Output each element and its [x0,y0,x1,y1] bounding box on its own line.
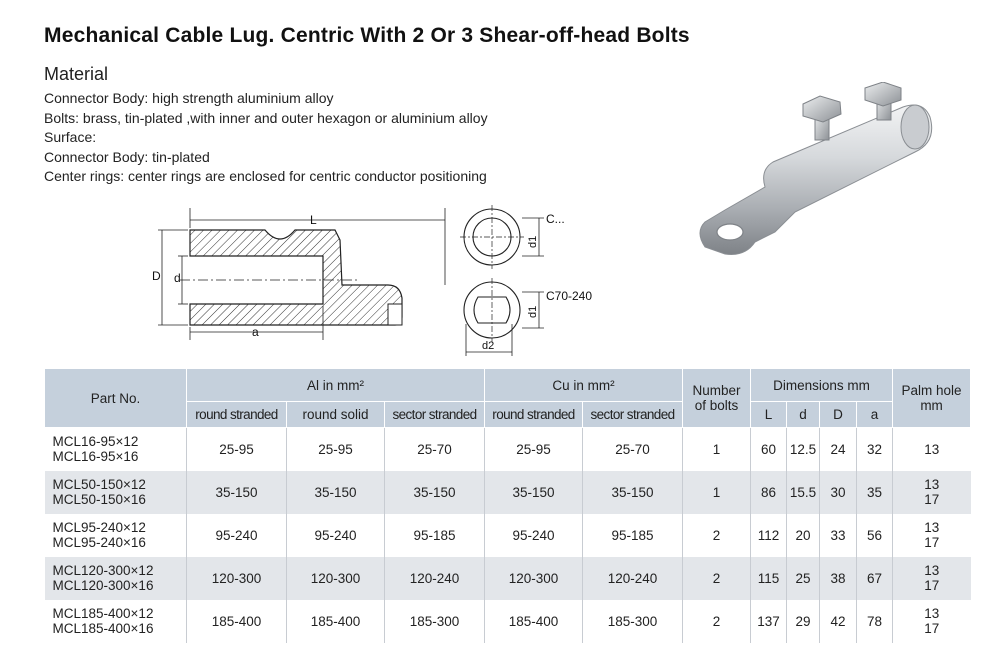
al-sector-stranded-cell: 25-70 [385,428,485,471]
al-sector-stranded-cell: 120-240 [385,557,485,600]
dim-a-cell: 78 [857,600,893,643]
part-number: MCL50-150×12 [52,477,146,492]
dim-a-cell: 35 [857,471,893,514]
palm-hole-value: 17 [924,535,940,550]
al-round-stranded-cell: 120-300 [187,557,287,600]
material-line: Surface: [44,129,97,146]
material-line: Connector Body: tin-plated [44,148,210,165]
bolts-cell: 2 [683,514,751,557]
header-palm-line: Palm hole [901,383,962,398]
header-bolts-line: of bolts [694,398,739,413]
page-title: Mechanical Cable Lug. Centric With 2 Or 3 Shear-off-head Bolts [44,24,690,47]
palm-hole-value: 17 [924,578,940,593]
technical-drawing [140,200,610,360]
al-round-solid-cell: 120-300 [287,557,385,600]
table-row [45,514,971,557]
table-row [45,428,971,471]
dim-D-cell: 24 [820,428,857,471]
part-number: MCL95-240×16 [52,535,146,550]
subheader-dim-d: d [787,402,820,428]
header-part-no: Part No. [45,369,187,428]
part-number-cell [45,428,187,471]
palm-hole-value: 13 [924,520,940,535]
dim-d-cell: 29 [787,600,820,643]
table-row [45,557,971,600]
dim-L-cell: 115 [751,557,787,600]
bolts-cell: 1 [683,428,751,471]
al-sector-stranded-cell: 95-185 [385,514,485,557]
cu-sector-stranded-cell: 25-70 [583,428,683,471]
label-D: D [152,269,161,283]
part-number: MCL120-300×16 [52,578,154,593]
cu-round-stranded-cell: 95-240 [485,514,583,557]
cu-round-stranded-cell: 185-400 [485,600,583,643]
al-sector-stranded-cell: 185-300 [385,600,485,643]
label-a: a [252,325,259,339]
palm-hole-value: 13 [924,441,940,457]
specification-table [44,368,971,643]
table-row [45,600,971,643]
part-number: MCL120-300×12 [52,563,154,578]
dim-D-cell: 38 [820,557,857,600]
part-number: MCL185-400×12 [52,606,154,621]
part-number-cell [45,471,187,514]
dim-L-cell: 112 [751,514,787,557]
palm-hole-cell [893,514,971,557]
cu-sector-stranded-cell: 95-185 [583,514,683,557]
material-line: Connector Body: high strength aluminium alloy [44,90,334,106]
al-round-stranded-cell: 185-400 [187,600,287,643]
palm-hole-value: 17 [924,492,940,507]
cu-sector-stranded-cell: 185-300 [583,600,683,643]
header-palm-line: mm [920,398,943,413]
al-round-solid-cell: 35-150 [287,471,385,514]
subheader-dim-L: L [751,402,787,428]
part-number: MCL16-95×16 [52,449,139,465]
lug-side-view [180,230,402,325]
dim-a-cell: 56 [857,514,893,557]
al-sector-stranded-cell: 35-150 [385,471,485,514]
table-row [45,471,971,514]
part-number-cell [45,600,187,643]
header-dimensions: Dimensions mm [751,369,893,402]
dim-a-cell: 32 [857,428,893,471]
label-L: L [310,213,317,227]
bolts-cell: 1 [683,471,751,514]
palm-hole-value: 13 [924,606,940,621]
label-d: d [174,271,181,285]
al-round-stranded-cell: 25-95 [187,428,287,471]
cu-sector-stranded-cell: 35-150 [583,471,683,514]
cu-round-stranded-cell: 35-150 [485,471,583,514]
dim-d-cell: 15.5 [787,471,820,514]
label-c-bottom: C70-240 [546,289,593,303]
cu-round-stranded-cell: 120-300 [485,557,583,600]
cu-sector-stranded-cell: 120-240 [583,557,683,600]
dim-D-cell: 42 [820,600,857,643]
dim-L-cell: 137 [751,600,787,643]
palm-hole-value: 13 [924,563,940,578]
palm-hole-cell [893,428,971,471]
header-al: Al in mm² [187,369,485,402]
al-round-solid-cell: 25-95 [287,428,385,471]
material-line: Bolts: brass, tin-plated ,with inner and outer hexagon or aluminium alloy [44,109,488,126]
subheader-al-sector-stranded: sector stranded [385,402,485,428]
palm-hole-cell [893,557,971,600]
subheader-dim-a: a [857,402,893,428]
header-bolts-line: Number [692,383,741,398]
palm-hole-cell [893,600,971,643]
material-description [44,89,488,187]
al-round-stranded-cell: 35-150 [187,471,287,514]
dim-L-cell: 86 [751,471,787,514]
palm-hole-value: 13 [924,477,940,492]
header-palm-hole [893,369,971,428]
bolts-cell: 2 [683,600,751,643]
cu-round-stranded-cell: 25-95 [485,428,583,471]
label-c-top: C... [546,212,565,226]
material-line: Center rings: center rings are enclosed for centric conductor positioning [44,168,487,185]
part-number: MCL16-95×12 [52,434,139,450]
part-number-cell [45,514,187,557]
dim-d-cell: 12.5 [787,428,820,471]
material-heading: Material [44,64,109,84]
subheader-cu-sector-stranded: sector stranded [583,402,683,428]
subheader-al-round-stranded: round stranded [187,402,287,428]
header-cu: Cu in mm² [485,369,683,402]
bolts-cell: 2 [683,557,751,600]
al-round-solid-cell: 95-240 [287,514,385,557]
dim-D-cell: 30 [820,471,857,514]
palm-hole-value: 17 [924,621,940,636]
part-number: MCL50-150×16 [52,492,146,507]
palm-hole-cell [893,471,971,514]
label-d1-top: d1 [527,235,539,248]
al-round-solid-cell: 185-400 [287,600,385,643]
label-d2: d2 [482,340,495,352]
dim-L-cell: 60 [751,428,787,471]
subheader-cu-round-stranded: round stranded [485,402,583,428]
dim-d-cell: 25 [787,557,820,600]
header-number-of-bolts [683,369,751,428]
subheader-dim-D: D [820,402,857,428]
dim-d-cell: 20 [787,514,820,557]
al-round-stranded-cell: 95-240 [187,514,287,557]
part-number-cell [45,557,187,600]
dim-D-cell: 33 [820,514,857,557]
part-number: MCL95-240×12 [52,520,146,535]
product-photo [685,82,955,282]
part-number: MCL185-400×16 [52,621,154,636]
label-d1-bottom: d1 [527,305,539,318]
dim-a-cell: 67 [857,557,893,600]
subheader-al-round-solid: round solid [287,402,385,428]
